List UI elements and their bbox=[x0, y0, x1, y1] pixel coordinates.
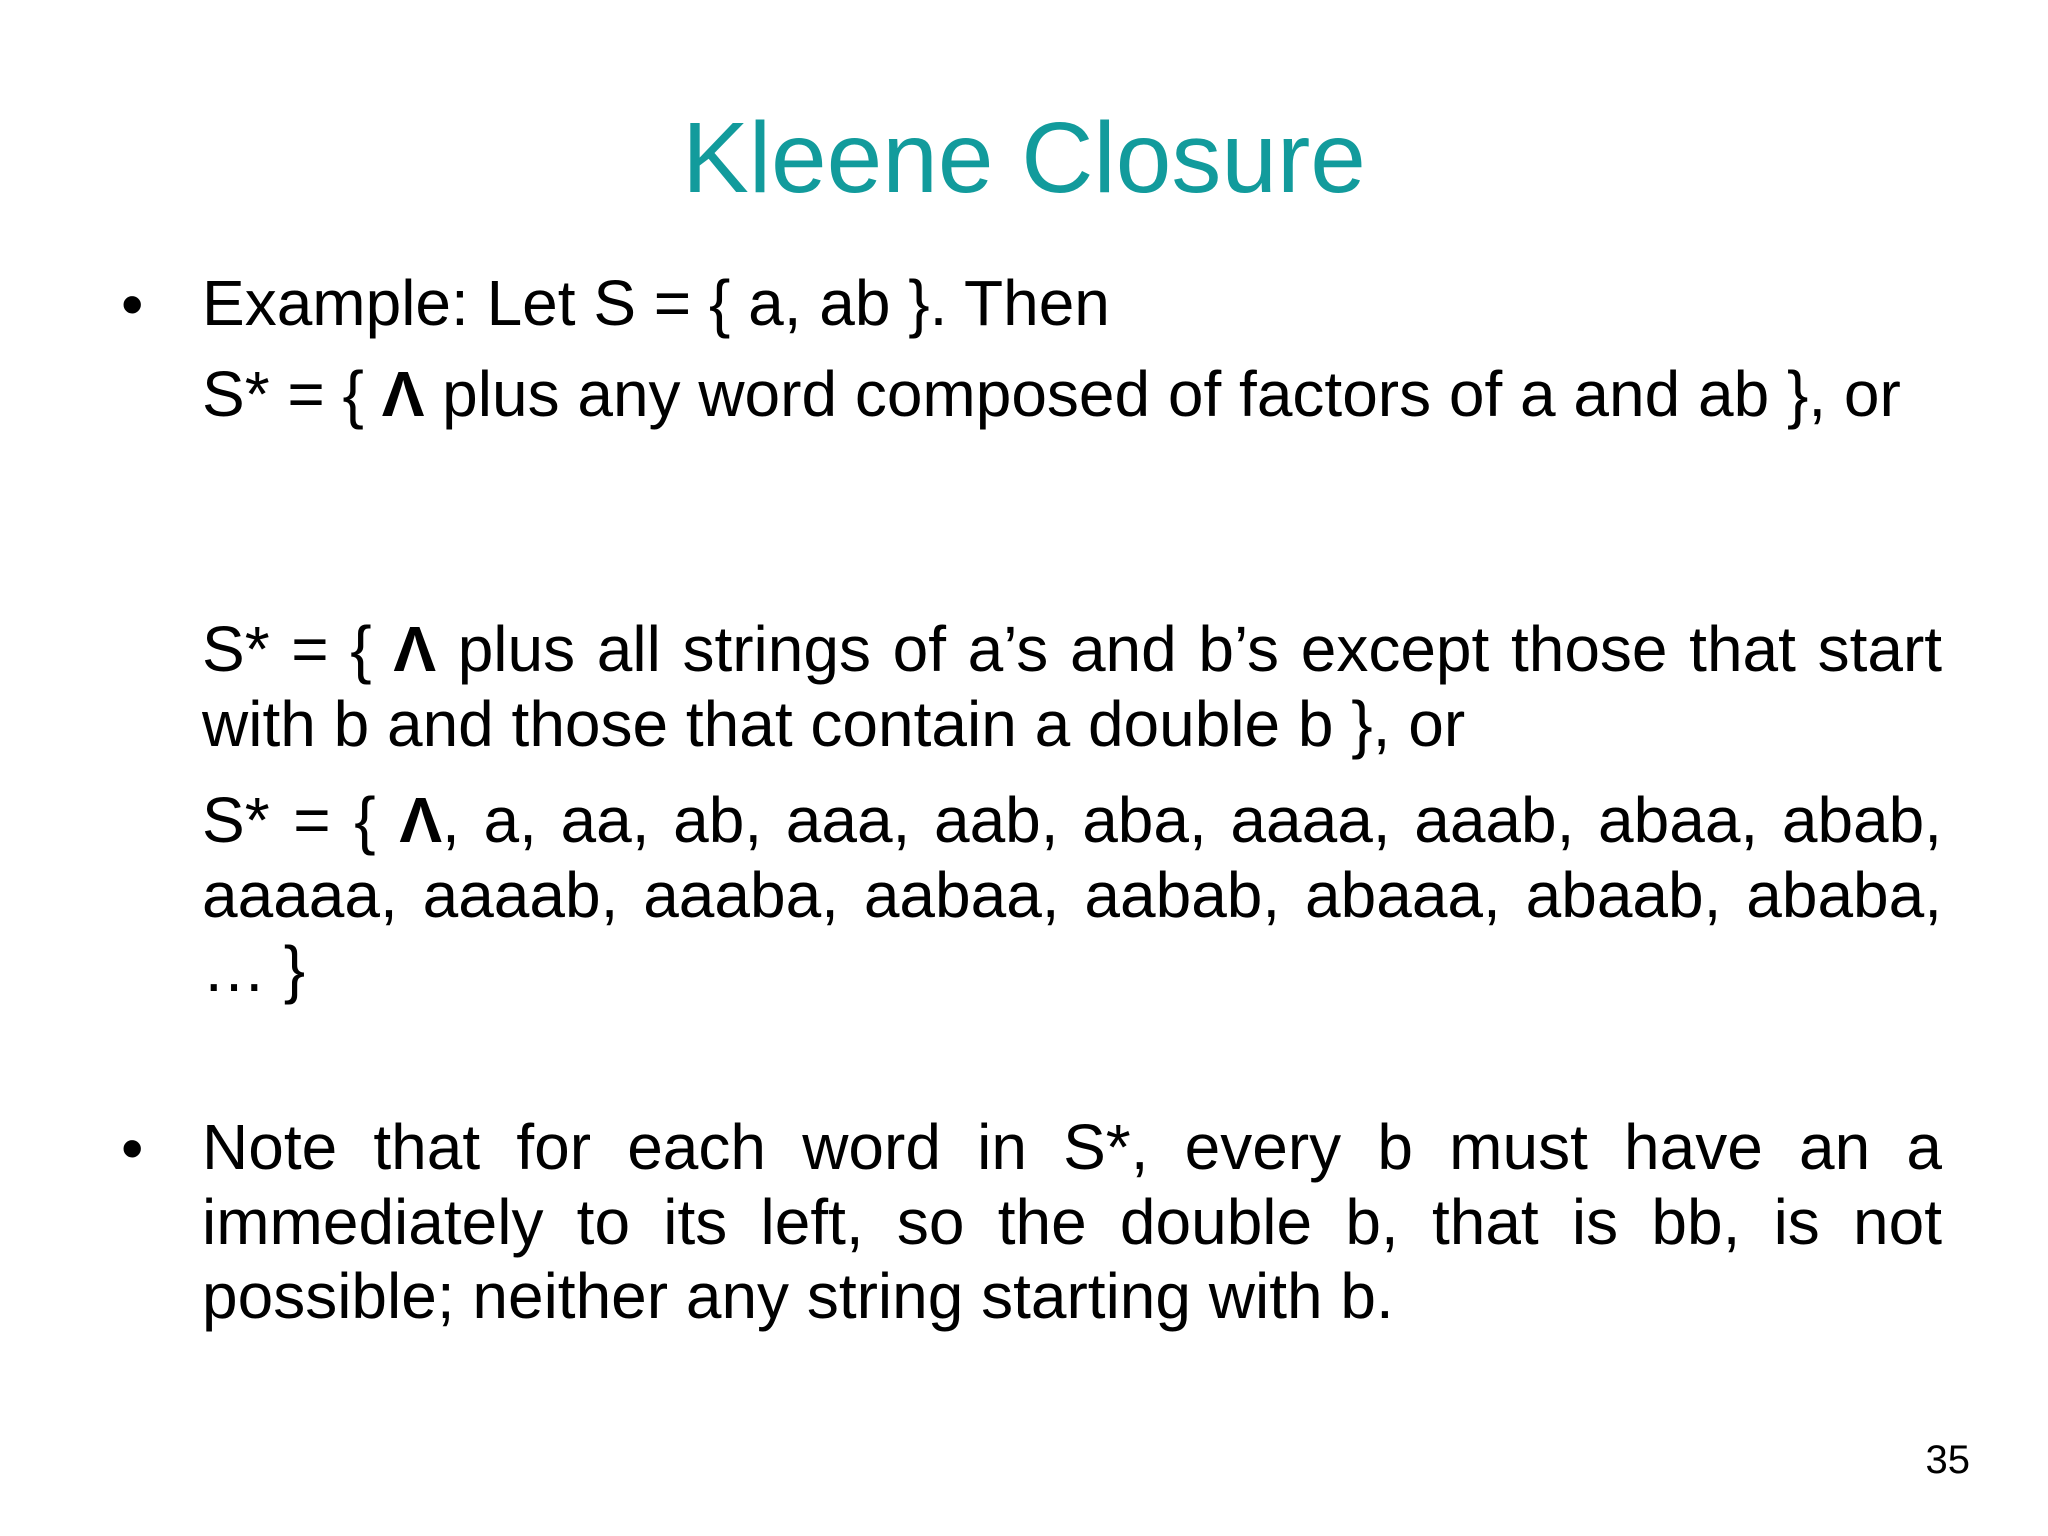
closure-definition-factors bbox=[202, 357, 1942, 432]
definition-prefix: S* = { bbox=[202, 784, 376, 856]
example-intro: Example: Let S = { a, ab }. Then bbox=[202, 267, 1110, 339]
bullet-marker: • bbox=[121, 268, 144, 340]
slide-title: Kleene Closure bbox=[682, 102, 1366, 214]
note-paragraph: Note that for each word in S*, every b must have an a immediately to its left, so the double b, that is bb, is not possible; neither any string starting with b. bbox=[202, 1111, 1942, 1332]
lambda-symbol: Λ bbox=[381, 358, 425, 430]
page-number: 35 bbox=[1925, 1438, 1970, 1482]
definition-prefix: S* = { bbox=[202, 358, 364, 430]
definition-prefix: S* = { bbox=[202, 613, 372, 685]
definition-body: plus any word composed of factors of a and ab }, or bbox=[442, 358, 1901, 430]
definition-body: plus all strings of a’s and b’s except those that start with b and those that contain a double b }, or bbox=[202, 613, 1943, 760]
enumeration-body: , a, aa, ab, aaa, aab, aba, aaaa, aaab, abaa, abab, aaaaa, aaaab, aaaba, aabaa, aabab, abaaa, abaab, ababa, … } bbox=[202, 784, 1943, 1005]
bullet-marker: • bbox=[121, 1112, 144, 1184]
lambda-symbol: Λ bbox=[393, 613, 437, 685]
closure-enumeration bbox=[202, 783, 1942, 1007]
closure-definition-strings bbox=[202, 612, 1942, 761]
lambda-symbol: Λ bbox=[399, 784, 443, 856]
